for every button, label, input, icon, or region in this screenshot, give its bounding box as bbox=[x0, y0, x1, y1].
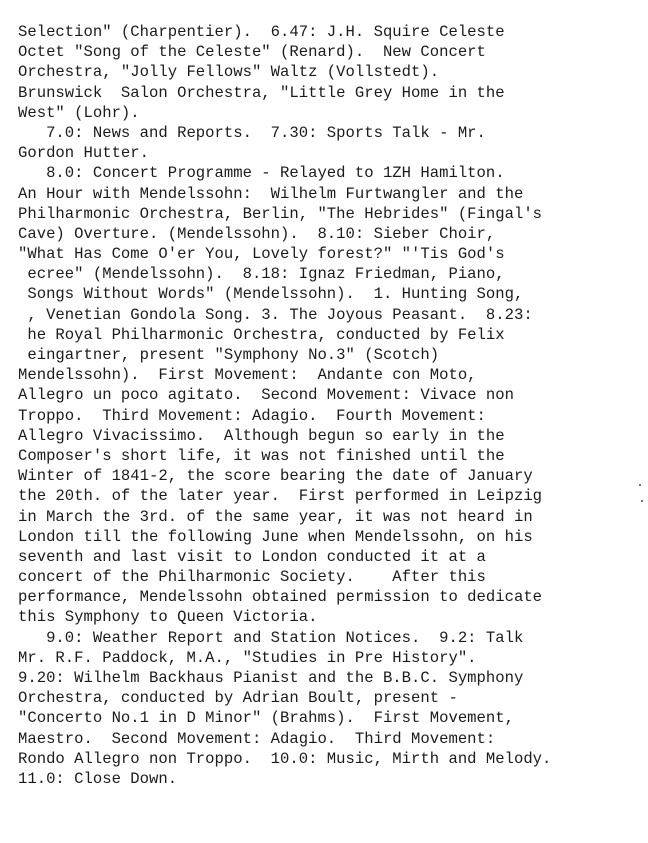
text-line: Orchestra, "Jolly Fellows" Waltz (Vollstedt). bbox=[18, 63, 440, 82]
text-line: Songs Without Words" (Mendelssohn). 1. Hunting Song, bbox=[18, 285, 524, 304]
text-line: London till the following June when Mendelssohn, on his bbox=[18, 527, 533, 546]
text-line: "What Has Come O'er You, Lovely forest?" "'Tis God's bbox=[18, 245, 505, 264]
text-line: , Venetian Gondola Song. 3. The Joyous Peasant. 8.23: bbox=[18, 305, 533, 324]
text-line: Allegro un poco agitato. Second Movement: Vivace non bbox=[18, 386, 514, 405]
text-line: 7.0: News and Reports. 7.30: Sports Talk - Mr. bbox=[18, 123, 486, 142]
text-line: West" (Lohr). bbox=[18, 103, 140, 122]
programme-text-block bbox=[18, 22, 632, 789]
text-line: in March the 3rd. of the same year, it was not heard in bbox=[18, 507, 533, 526]
text-line: Rondo Allegro non Troppo. 10.0: Music, Mirth and Melody. bbox=[18, 749, 552, 768]
scan-speck bbox=[641, 500, 643, 502]
text-line: 11.0: Close Down. bbox=[18, 769, 178, 788]
text-line: Allegro Vivacissimo. Although begun so early in the bbox=[18, 426, 505, 445]
scan-speck bbox=[639, 484, 641, 486]
text-line: 8.0: Concert Programme - Relayed to 1ZH Hamilton. bbox=[18, 164, 505, 183]
text-line: Cave) Overture. (Mendelssohn). 8.10: Sieber Choir, bbox=[18, 224, 496, 243]
text-line: Composer's short life, it was not finished until the bbox=[18, 446, 505, 465]
text-line: Maestro. Second Movement: Adagio. Third Movement: bbox=[18, 729, 496, 748]
text-line: he Royal Philharmonic Orchestra, conducted by Felix bbox=[18, 325, 505, 344]
text-line: eingartner, present "Symphony No.3" (Scotch) bbox=[18, 346, 440, 364]
text-line: Brunswick Salon Orchestra, "Little Grey Home in the bbox=[18, 83, 505, 102]
text-line: Mendelssohn). First Movement: Andante con Moto, bbox=[18, 366, 477, 385]
text-line: concert of the Philharmonic Society. After this bbox=[18, 568, 486, 587]
text-line: Orchestra, conducted by Adrian Boult, present - bbox=[18, 689, 458, 708]
text-line: "Concerto No.1 in D Minor" (Brahms). First Movement, bbox=[18, 709, 514, 728]
text-line: Octet "Song of the Celeste" (Renard). New Concert bbox=[18, 43, 486, 62]
text-line: 9.0: Weather Report and Station Notices. 9.2: Talk bbox=[18, 628, 524, 647]
text-line: performance, Mendelssohn obtained permission to dedicate bbox=[18, 588, 543, 607]
text-line: ecree" (Mendelssohn). 8.18: Ignaz Friedman, Piano, bbox=[18, 265, 505, 284]
text-line: Selection" (Charpentier). 6.47: J.H. Squire Celeste bbox=[18, 23, 505, 41]
text-line: Troppo. Third Movement: Adagio. Fourth Movement: bbox=[18, 406, 486, 425]
text-line: An Hour with Mendelssohn: Wilhelm Furtwangler and the bbox=[18, 184, 524, 203]
text-line: Gordon Hutter. bbox=[18, 144, 150, 163]
text-line: Philharmonic Orchestra, Berlin, "The Hebrides" (Fingal's bbox=[18, 204, 543, 223]
text-line: seventh and last visit to London conducted it at a bbox=[18, 547, 486, 566]
text-line: this Symphony to Queen Victoria. bbox=[18, 608, 318, 627]
text-line: Mr. R.F. Paddock, M.A., "Studies in Pre History". bbox=[18, 648, 477, 667]
text-line: the 20th. of the later year. First performed in Leipzig bbox=[18, 487, 543, 506]
text-line: 9.20: Wilhelm Backhaus Pianist and the B.B.C. Symphony bbox=[18, 669, 524, 687]
text-line: Winter of 1841-2, the score bearing the date of January bbox=[18, 467, 533, 486]
